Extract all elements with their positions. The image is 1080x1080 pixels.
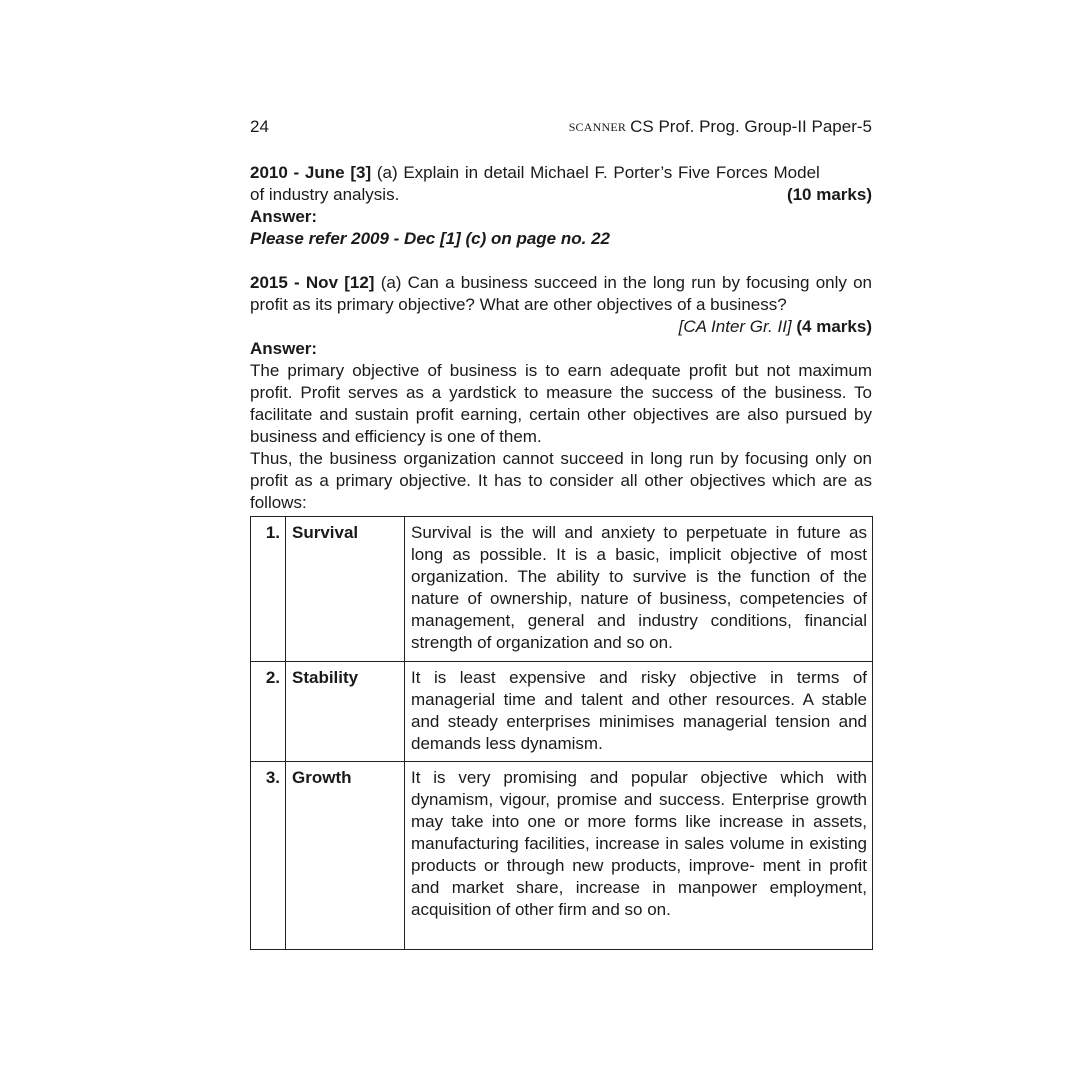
- question-1-marks: (10 marks): [786, 185, 872, 204]
- objective-description: It is very promising and popular objective which with dynamism, vigour, promise and success. Enterprise growth may take into one or more forms like increase in assets, manufacturing facilities, increase in sales volume in existing products or through new products, improve- ment in profit and market share, increase in manpower employment, acquisition of other firm and so on.: [405, 762, 873, 950]
- question-1-ref: 2010 - June [3]: [250, 163, 372, 182]
- spacer: [250, 250, 872, 272]
- objective-term: Stability: [286, 662, 405, 762]
- running-title: CS Prof. Prog. Group-II Paper-5: [630, 117, 872, 136]
- question-2-marks: (4 marks): [796, 317, 872, 336]
- page-number: 24: [250, 117, 269, 136]
- scanner-logo: SCANNER: [568, 120, 627, 134]
- table-row: [251, 762, 873, 950]
- running-title-block: [569, 116, 872, 138]
- objective-term: Growth: [286, 762, 405, 950]
- answer-paragraph-1: The primary objective of business is to earn adequate profit but not maximum profit. Profit serves as a yardstick to measure the success of the business. To facilitate and sustain profit earning, certain other objectives are also pursued by business and efficiency is one of them.: [250, 361, 872, 446]
- question-1-line2-text: of industry analysis.: [250, 185, 400, 204]
- objective-number: 1.: [251, 517, 286, 662]
- page-content: [250, 162, 872, 950]
- question-1-text: [250, 162, 872, 184]
- question-2-source: [CA Inter Gr. II]: [678, 317, 792, 336]
- objective-description: It is least expensive and risky objective in terms of managerial time and talent and other resources. A stable and steady enterprises minimises managerial tension and demands less dynamism.: [405, 662, 873, 762]
- objective-term: Survival: [286, 517, 405, 662]
- question-2-ref: 2015 - Nov [12]: [250, 273, 375, 292]
- page-header: [250, 116, 872, 140]
- question-1-answer-text: Please refer 2009 - Dec [1] (c) on page no. 22: [250, 229, 610, 248]
- question-1-line2: [250, 184, 872, 206]
- table-row: [251, 662, 873, 762]
- objectives-table: [250, 516, 873, 950]
- question-1-line1: (a) Explain in detail Michael F. Porter’s Five Forces Model: [376, 163, 820, 182]
- question-2-answer-label: Answer:: [250, 339, 318, 358]
- objective-number: 3.: [251, 762, 286, 950]
- answer-paragraph-2: Thus, the business organization cannot succeed in long run by focusing only on profit as a primary objective. It has to consider all other objectives which are as follows:: [250, 449, 872, 512]
- objective-number: 2.: [251, 662, 286, 762]
- question-2-marks-line: [250, 316, 872, 338]
- question-2-text: [250, 272, 872, 316]
- question-1-answer-label: Answer:: [250, 207, 318, 226]
- question-2-body: (a) Can a business succeed in the long run by focusing only on profit as its primary objective? What are other objectives of a business?: [250, 273, 872, 314]
- objective-description: Survival is the will and anxiety to perpetuate in future as long as possible. It is a basic, implicit objective of most organization. The ability to survive is the function of the nature of ownership, nature of business, competencies of management, general and industry conditions, financial strength of organization and so on.: [405, 517, 873, 662]
- table-row: [251, 517, 873, 662]
